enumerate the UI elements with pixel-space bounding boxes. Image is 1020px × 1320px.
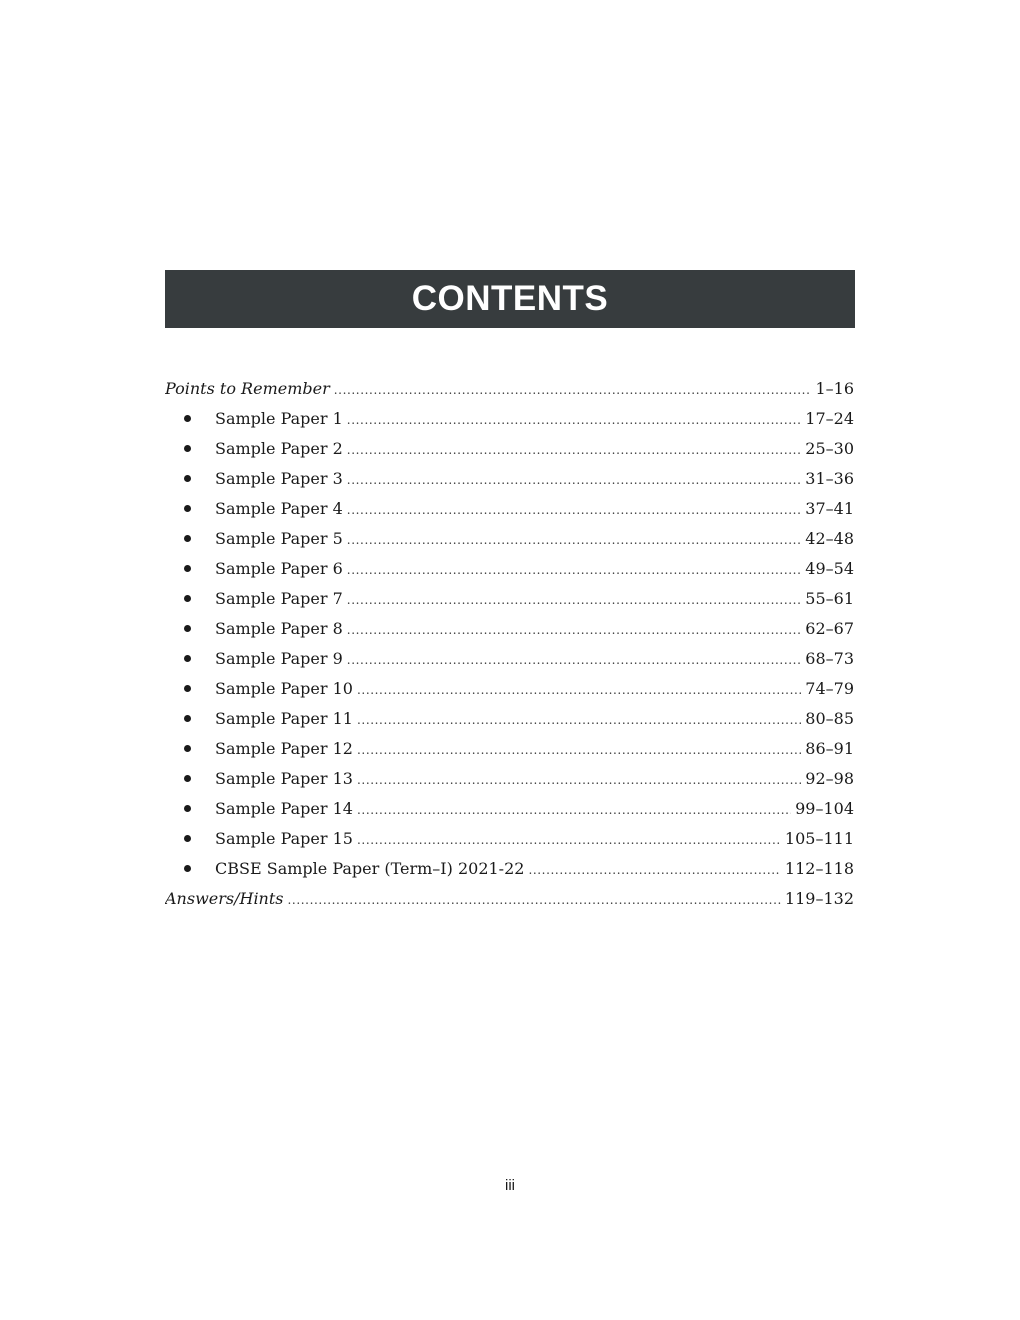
dot-leader <box>347 414 801 426</box>
dot-leader <box>288 894 781 906</box>
toc-entry-pages: 99–104 <box>795 798 854 818</box>
dot-leader <box>357 744 801 756</box>
page-title: CONTENTS <box>411 279 609 318</box>
toc-entry-label: Sample Paper 15 <box>215 828 353 848</box>
toc-entry-pages: 42–48 <box>805 528 854 548</box>
dot-leader <box>334 384 812 396</box>
dot-leader <box>357 684 801 696</box>
table-of-contents <box>165 373 854 913</box>
toc-entry-sample-paper-15[interactable] <box>165 823 854 853</box>
toc-entry-pages: 74–79 <box>805 678 854 698</box>
toc-entry-sample-paper-13[interactable] <box>165 763 854 793</box>
toc-entry-points-to-remember[interactable] <box>165 373 854 403</box>
bullet-icon <box>184 655 191 662</box>
toc-entry-label: Sample Paper 11 <box>215 708 353 728</box>
dot-leader <box>347 594 801 606</box>
bullet-icon <box>184 535 191 542</box>
toc-entry-sample-paper-10[interactable] <box>165 673 854 703</box>
toc-entry-pages: 37–41 <box>805 498 854 518</box>
bullet-icon <box>184 415 191 422</box>
bullet-icon <box>184 475 191 482</box>
toc-entry-pages: 68–73 <box>805 648 854 668</box>
bullet-icon <box>184 685 191 692</box>
bullet-icon <box>184 565 191 572</box>
toc-entry-pages: 105–111 <box>784 828 854 848</box>
toc-entry-pages: 62–67 <box>805 618 854 638</box>
toc-entry-label: Sample Paper 6 <box>215 558 343 578</box>
toc-entry-sample-paper-3[interactable] <box>165 463 854 493</box>
toc-entry-pages: 55–61 <box>805 588 854 608</box>
bullet-icon <box>184 625 191 632</box>
bullet-icon <box>184 505 191 512</box>
dot-leader <box>357 714 801 726</box>
toc-entry-label: CBSE Sample Paper (Term–I) 2021-22 <box>215 858 525 878</box>
dot-leader <box>347 534 801 546</box>
toc-entry-sample-paper-4[interactable] <box>165 493 854 523</box>
toc-entry-label: Points to Remember <box>165 378 330 398</box>
toc-entry-pages: 112–118 <box>784 858 854 878</box>
toc-entry-pages: 86–91 <box>805 738 854 758</box>
toc-entry-label: Sample Paper 5 <box>215 528 343 548</box>
bullet-icon <box>184 835 191 842</box>
dot-leader <box>347 504 801 516</box>
toc-entry-sample-paper-2[interactable] <box>165 433 854 463</box>
toc-entry-label: Sample Paper 12 <box>215 738 353 758</box>
toc-entry-label: Sample Paper 3 <box>215 468 343 488</box>
toc-entry-label: Sample Paper 14 <box>215 798 353 818</box>
toc-entry-sample-paper-9[interactable] <box>165 643 854 673</box>
toc-entry-pages: 25–30 <box>805 438 854 458</box>
toc-entry-label: Sample Paper 4 <box>215 498 343 518</box>
toc-entry-cbse-sample-paper[interactable] <box>165 853 854 883</box>
toc-entry-label: Sample Paper 9 <box>215 648 343 668</box>
toc-entry-sample-paper-8[interactable] <box>165 613 854 643</box>
dot-leader <box>347 474 801 486</box>
toc-entry-label: Sample Paper 8 <box>215 618 343 638</box>
toc-entry-sample-paper-14[interactable] <box>165 793 854 823</box>
toc-entry-sample-paper-1[interactable] <box>165 403 854 433</box>
toc-entry-pages: 119–132 <box>784 888 854 908</box>
contents-banner <box>165 270 855 328</box>
bullet-icon <box>184 715 191 722</box>
toc-entry-pages: 17–24 <box>805 408 854 428</box>
toc-entry-label: Answers/Hints <box>165 888 284 908</box>
dot-leader <box>347 624 801 636</box>
toc-entry-pages: 31–36 <box>805 468 854 488</box>
bullet-icon <box>184 805 191 812</box>
toc-entry-label: Sample Paper 2 <box>215 438 343 458</box>
bullet-icon <box>184 865 191 872</box>
dot-leader <box>347 564 801 576</box>
toc-entry-label: Sample Paper 13 <box>215 768 353 788</box>
dot-leader <box>347 444 801 456</box>
page-number: iii <box>505 1177 515 1194</box>
toc-entry-sample-paper-12[interactable] <box>165 733 854 763</box>
bullet-icon <box>184 445 191 452</box>
dot-leader <box>357 834 781 846</box>
toc-entry-sample-paper-6[interactable] <box>165 553 854 583</box>
toc-entry-sample-paper-5[interactable] <box>165 523 854 553</box>
dot-leader <box>347 654 801 666</box>
bullet-icon <box>184 775 191 782</box>
dot-leader <box>357 774 801 786</box>
bullet-icon <box>184 745 191 752</box>
toc-entry-sample-paper-7[interactable] <box>165 583 854 613</box>
toc-entry-label: Sample Paper 10 <box>215 678 353 698</box>
toc-entry-label: Sample Paper 1 <box>215 408 343 428</box>
dot-leader <box>357 804 791 816</box>
toc-entry-pages: 1–16 <box>815 378 854 398</box>
toc-entry-pages: 49–54 <box>805 558 854 578</box>
dot-leader <box>528 864 780 876</box>
toc-entry-pages: 80–85 <box>805 708 854 728</box>
toc-entry-sample-paper-11[interactable] <box>165 703 854 733</box>
toc-entry-label: Sample Paper 7 <box>215 588 343 608</box>
toc-entry-answers-hints[interactable] <box>165 883 854 913</box>
toc-entry-pages: 92–98 <box>805 768 854 788</box>
bullet-icon <box>184 595 191 602</box>
